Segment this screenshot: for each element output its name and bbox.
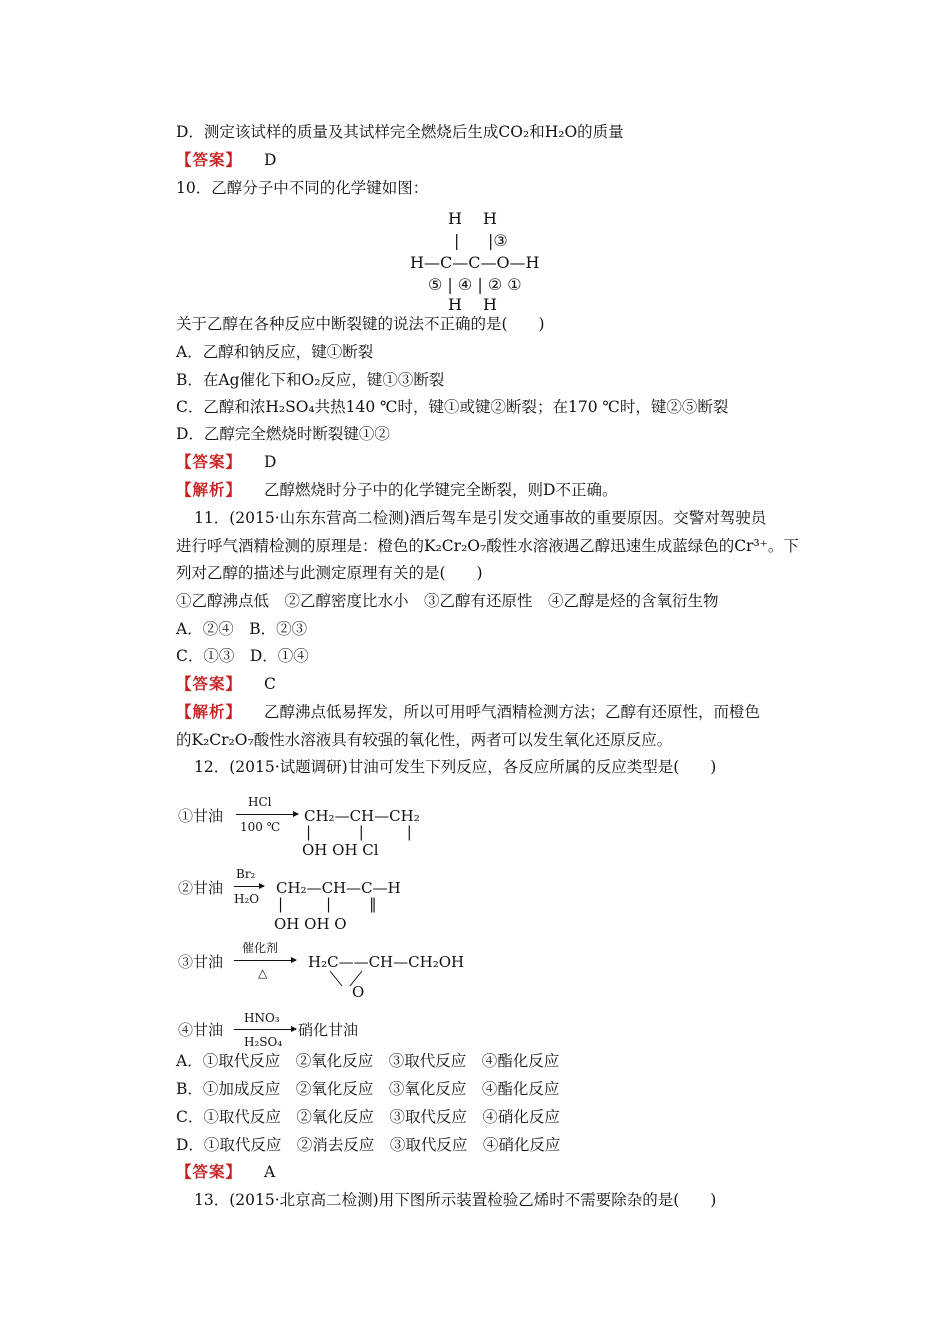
q10-question: 关于乙醇在各种反应中断裂键的说法不正确的是( ) [176,315,545,333]
structure-bond-labels: ⑤ | ④ | ② ① [428,275,522,294]
answer-tag: 【答案】 [176,1162,243,1181]
answer-tag: 【答案】 [176,150,243,169]
answer-value: D [264,151,277,169]
analysis-text-1: 乙醇沸点低易挥发，所以可用呼气酒精检测方法；乙醇有还原性，而橙色 [264,703,761,721]
q10-answer-line [176,452,276,472]
reaction-arrow-icon [234,1029,296,1030]
q10-option-b: B．在Ag催化下和O₂反应，键①③断裂 [176,371,445,389]
reaction-condition-above: HCl [248,795,272,809]
q10-option-c: C．乙醇和浓H₂SO₄共热140 ℃时，键①或键②断裂；在170 ℃时，键②⑤断裂 [176,398,729,416]
q12-stem: 12．(2015·试题调研)甘油可发生下列反应，各反应所属的反应类型是( ) [194,758,717,776]
answer-value: A [264,1163,276,1181]
analysis-tag: 【解析】 [176,480,243,499]
q11-stem-3: 列对乙醇的描述与此测定原理有关的是( ) [176,564,483,582]
reaction-condition-below: △ [258,966,268,980]
structure-bond-v1: | [454,231,460,250]
reaction-4 [178,1012,438,1056]
product-chain: CH₂—CH—CH₂ [304,807,420,825]
q12-option-b: B．①加成反应 ②氧化反应 ③氧化反应 ④酯化反应 [176,1080,560,1098]
structure-h-top-1: H [448,209,462,228]
q11-stem-1: 11．(2015·山东东营高二检测)酒后驾车是引发交通事故的重要原因。交警对驾驶员 [194,509,767,527]
reaction-condition-above: 催化剂 [242,941,279,955]
product-bonds: | | | [306,823,412,841]
q9-option-d: D．测定该试样的质量及其试样完全燃烧后生成CO₂和H₂O的质量 [176,123,624,141]
answer-value: D [264,453,277,471]
q11-statements: ①乙醇沸点低 ②乙醇密度比水小 ③乙醇有还原性 ④乙醇是烃的含氧衍生物 [176,592,719,610]
reaction-arrow-icon [234,960,296,961]
answer-value: C [264,675,276,693]
q10-stem: 10．乙醇分子中不同的化学键如图： [176,179,429,197]
q11-answer-line [176,674,276,694]
ethanol-structure [410,206,590,316]
q12-option-a: A．①取代反应 ②氧化反应 ③取代反应 ④酯化反应 [176,1052,560,1070]
reaction-arrow-icon [236,814,298,815]
q10-option-a: A．乙醇和钠反应，键①断裂 [176,343,374,361]
q11-options-ab: A．②④ B．②③ [176,620,308,638]
q10-option-d: D．乙醇完全燃烧时断裂键①② [176,425,390,443]
q9-answer-line [176,150,276,170]
q12-option-c: C．①取代反应 ②氧化反应 ③取代反应 ④硝化反应 [176,1108,560,1126]
q13-stem: 13．(2015·北京高二检测)用下图所示装置检验乙烯时不需要除杂的是( ) [194,1191,717,1209]
answer-tag: 【答案】 [176,452,243,471]
reaction-condition-below: 100 ℃ [240,820,281,834]
reaction-condition-above: Br₂ [236,867,256,881]
reaction-label: ③甘油 [178,953,224,971]
product-chain: CH₂—CH—C—H [276,879,401,897]
reaction-condition-below: H₂SO₄ [244,1035,283,1049]
q11-analysis-2: 的K₂Cr₂O₇酸性水溶液具有较强的氧化性，两者可以发生氧化还原反应。 [176,731,673,749]
product-bonds: | | ‖ [278,895,377,913]
q10-analysis-line [176,480,617,500]
reaction-condition-above: HNO₃ [244,1011,280,1025]
product-name: 硝化甘油 [298,1021,359,1039]
reaction-3 [178,940,498,1004]
structure-h-bottom-2: H [483,295,497,314]
structure-main-chain: H—C—C—O—H [410,253,540,272]
structure-h-top-2: H [483,209,497,228]
reaction-label: ④甘油 [178,1021,224,1039]
product-oxygen: O [352,983,365,1001]
product-substituents: OH OH O [274,915,347,933]
q12-option-d: D．①取代反应 ②消去反应 ③取代反应 ④硝化反应 [176,1136,561,1154]
answer-tag: 【答案】 [176,674,243,693]
reaction-1 [178,792,478,862]
analysis-text: 乙醇燃烧时分子中的化学键完全断裂，则D不正确。 [264,481,618,499]
q12-answer-line [176,1162,275,1182]
reaction-2 [178,866,478,936]
analysis-tag: 【解析】 [176,702,243,721]
q11-options-cd: C．①③ D．①④ [176,647,309,665]
structure-bond-v2-3: |③ [488,231,508,250]
q11-stem-2: 进行呼气酒精检测的原理是：橙色的K₂Cr₂O₇酸性水溶液遇乙醇迅速生成蓝绿色的Cr³⁺。下 [176,537,799,555]
reaction-condition-below: H₂O [234,892,260,906]
reaction-label: ①甘油 [178,807,224,825]
q11-analysis-line [176,702,760,722]
product-chain: H₂C——CH—CH₂OH [308,953,465,971]
reaction-arrow-icon [234,886,264,887]
product-substituents: OH OH Cl [302,841,379,859]
structure-h-bottom-1: H [448,295,462,314]
reaction-label: ②甘油 [178,879,224,897]
